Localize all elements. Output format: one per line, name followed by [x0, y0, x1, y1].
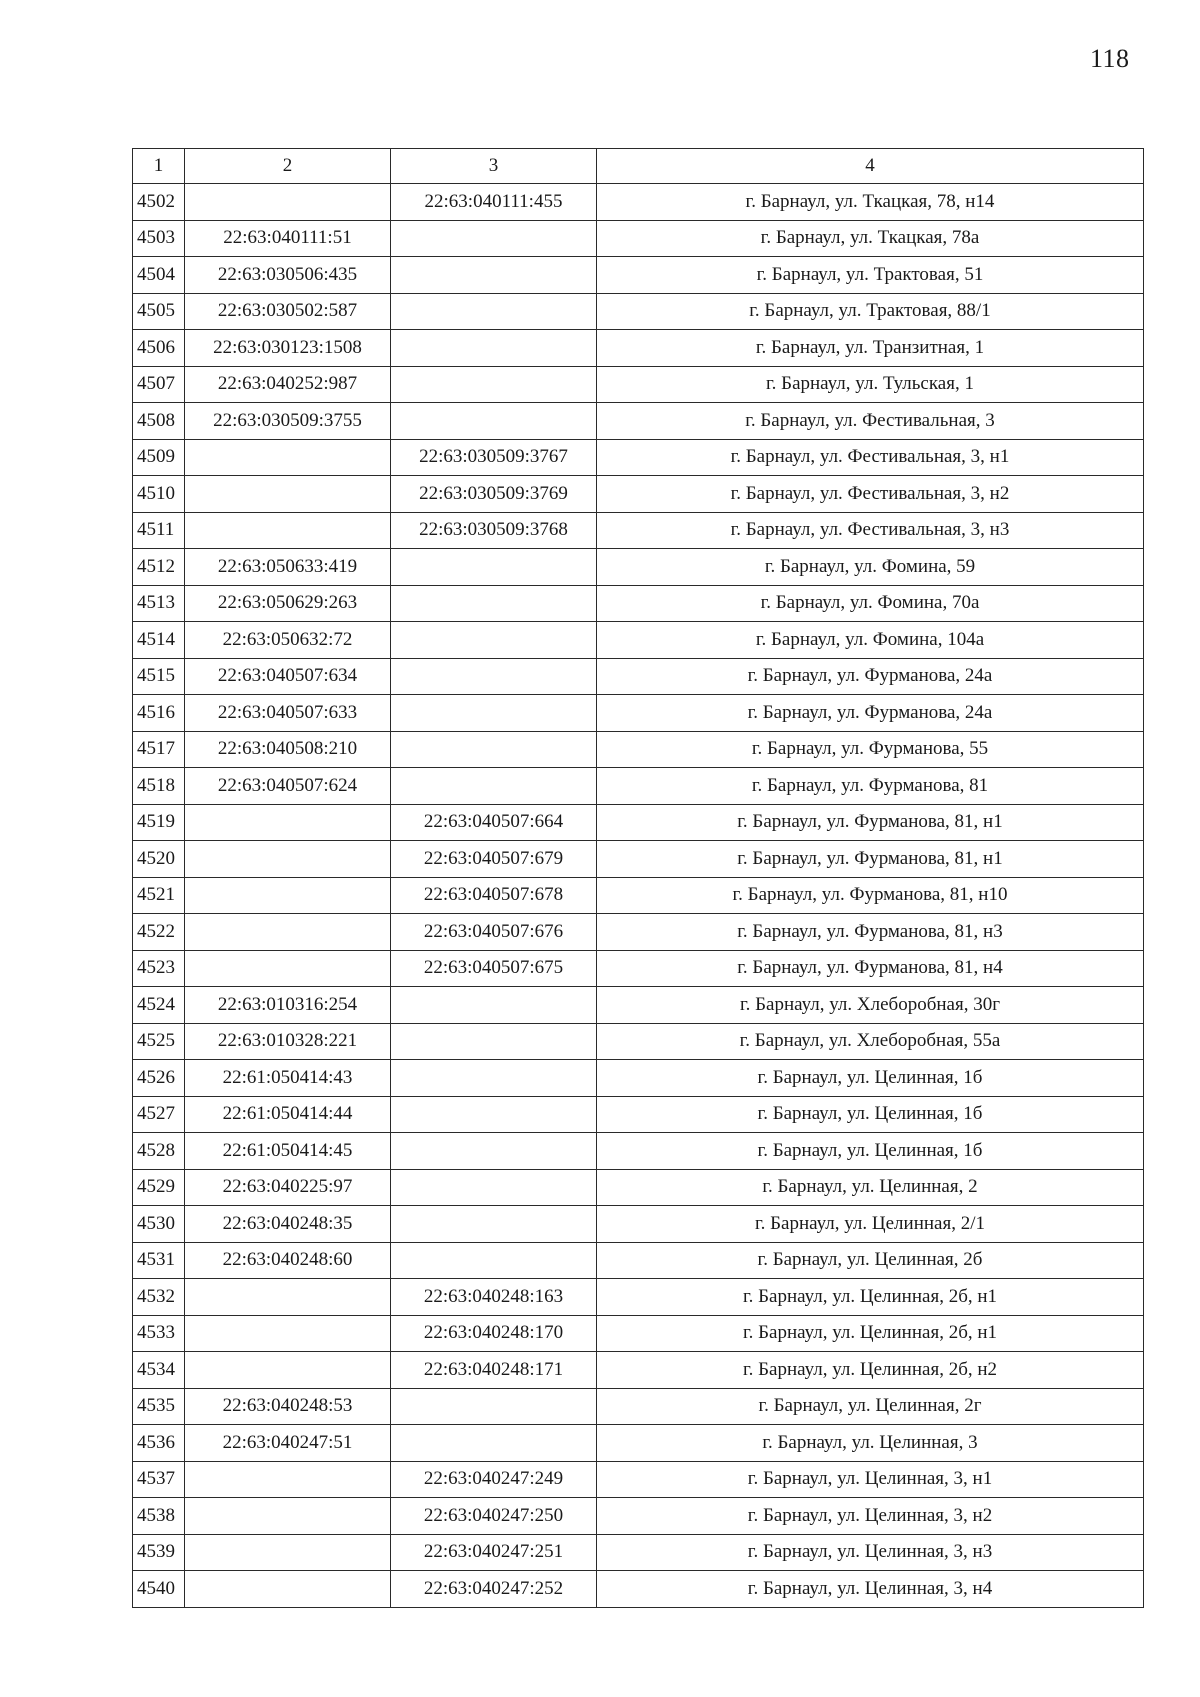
- address-cell: г. Барнаул, ул. Фурманова, 55: [597, 731, 1144, 768]
- cadastral-number-cell: [185, 950, 391, 987]
- address-cell: г. Барнаул, ул. Фурманова, 81: [597, 768, 1144, 805]
- row-number-cell: 4535: [133, 1388, 185, 1425]
- address-cell: г. Барнаул, ул. Фурманова, 81, н4: [597, 950, 1144, 987]
- address-cell: г. Барнаул, ул. Целинная, 2г: [597, 1388, 1144, 1425]
- address-cell: г. Барнаул, ул. Фомина, 70а: [597, 585, 1144, 622]
- table-row: [133, 220, 1144, 257]
- column-header-3: 3: [391, 149, 597, 184]
- premises-cadastral-cell: [391, 220, 597, 257]
- premises-cadastral-cell: [391, 293, 597, 330]
- table-row: [133, 658, 1144, 695]
- property-table: [132, 148, 1144, 1608]
- row-number-cell: 4507: [133, 366, 185, 403]
- cadastral-number-cell: [185, 1279, 391, 1316]
- table-row: [133, 1388, 1144, 1425]
- table-row: [133, 184, 1144, 221]
- row-number-cell: 4538: [133, 1498, 185, 1535]
- premises-cadastral-cell: [391, 549, 597, 586]
- row-number-cell: 4532: [133, 1279, 185, 1316]
- table-row: [133, 914, 1144, 951]
- cadastral-number-cell: [185, 914, 391, 951]
- premises-cadastral-cell: [391, 1388, 597, 1425]
- table-row: [133, 293, 1144, 330]
- address-cell: г. Барнаул, ул. Хлеборобная, 30г: [597, 987, 1144, 1024]
- address-cell: г. Барнаул, ул. Целинная, 3, н2: [597, 1498, 1144, 1535]
- address-cell: г. Барнаул, ул. Целинная, 3, н3: [597, 1534, 1144, 1571]
- cadastral-number-cell: [185, 439, 391, 476]
- premises-cadastral-cell: [391, 1169, 597, 1206]
- cadastral-number-cell: [185, 877, 391, 914]
- premises-cadastral-cell: [391, 1133, 597, 1170]
- table-row: [133, 1352, 1144, 1389]
- address-cell: г. Барнаул, ул. Целинная, 1б: [597, 1133, 1144, 1170]
- row-number-cell: 4505: [133, 293, 185, 330]
- premises-cadastral-cell: [391, 987, 597, 1024]
- table-row: [133, 1023, 1144, 1060]
- cadastral-number-cell: 22:63:040111:51: [185, 220, 391, 257]
- address-cell: г. Барнаул, ул. Фурманова, 81, н10: [597, 877, 1144, 914]
- premises-cadastral-cell: [391, 366, 597, 403]
- row-number-cell: 4519: [133, 804, 185, 841]
- table-row: [133, 585, 1144, 622]
- cadastral-number-cell: 22:63:050632:72: [185, 622, 391, 659]
- row-number-cell: 4533: [133, 1315, 185, 1352]
- cadastral-number-cell: 22:63:040247:51: [185, 1425, 391, 1462]
- table-row: [133, 1169, 1144, 1206]
- cadastral-number-cell: 22:63:040248:53: [185, 1388, 391, 1425]
- cadastral-number-cell: 22:63:040225:97: [185, 1169, 391, 1206]
- table-row: [133, 841, 1144, 878]
- address-cell: г. Барнаул, ул. Фурманова, 81, н3: [597, 914, 1144, 951]
- cadastral-number-cell: 22:63:040507:634: [185, 658, 391, 695]
- address-cell: г. Барнаул, ул. Целинная, 2: [597, 1169, 1144, 1206]
- premises-cadastral-cell: 22:63:030509:3767: [391, 439, 597, 476]
- column-header-4: 4: [597, 149, 1144, 184]
- premises-cadastral-cell: 22:63:040507:675: [391, 950, 597, 987]
- cadastral-number-cell: 22:63:010328:221: [185, 1023, 391, 1060]
- premises-cadastral-cell: 22:63:040507:676: [391, 914, 597, 951]
- address-cell: г. Барнаул, ул. Транзитная, 1: [597, 330, 1144, 367]
- row-number-cell: 4524: [133, 987, 185, 1024]
- cadastral-number-cell: 22:61:050414:44: [185, 1096, 391, 1133]
- row-number-cell: 4510: [133, 476, 185, 513]
- cadastral-number-cell: 22:63:010316:254: [185, 987, 391, 1024]
- table-row: [133, 1498, 1144, 1535]
- table-row: [133, 1133, 1144, 1170]
- address-cell: г. Барнаул, ул. Целинная, 1б: [597, 1096, 1144, 1133]
- premises-cadastral-cell: 22:63:040248:170: [391, 1315, 597, 1352]
- premises-cadastral-cell: 22:63:040247:249: [391, 1461, 597, 1498]
- premises-cadastral-cell: 22:63:040111:455: [391, 184, 597, 221]
- premises-cadastral-cell: [391, 585, 597, 622]
- row-number-cell: 4536: [133, 1425, 185, 1462]
- address-cell: г. Барнаул, ул. Целинная, 3: [597, 1425, 1144, 1462]
- premises-cadastral-cell: 22:63:040247:251: [391, 1534, 597, 1571]
- table-header-row: [133, 149, 1144, 184]
- cadastral-number-cell: [185, 1534, 391, 1571]
- address-cell: г. Барнаул, ул. Фурманова, 81, н1: [597, 804, 1144, 841]
- table-row: [133, 731, 1144, 768]
- premises-cadastral-cell: 22:63:040507:678: [391, 877, 597, 914]
- premises-cadastral-cell: [391, 1242, 597, 1279]
- row-number-cell: 4503: [133, 220, 185, 257]
- premises-cadastral-cell: [391, 731, 597, 768]
- table-row: [133, 987, 1144, 1024]
- address-cell: г. Барнаул, ул. Целинная, 2/1: [597, 1206, 1144, 1243]
- table-row: [133, 366, 1144, 403]
- premises-cadastral-cell: [391, 403, 597, 440]
- row-number-cell: 4502: [133, 184, 185, 221]
- table-row: [133, 1242, 1144, 1279]
- premises-cadastral-cell: 22:63:040248:171: [391, 1352, 597, 1389]
- row-number-cell: 4537: [133, 1461, 185, 1498]
- table-row: [133, 695, 1144, 732]
- cadastral-number-cell: [185, 1352, 391, 1389]
- cadastral-number-cell: [185, 1498, 391, 1535]
- row-number-cell: 4514: [133, 622, 185, 659]
- address-cell: г. Барнаул, ул. Ткацкая, 78, н14: [597, 184, 1144, 221]
- row-number-cell: 4520: [133, 841, 185, 878]
- address-cell: г. Барнаул, ул. Фомина, 104а: [597, 622, 1144, 659]
- cadastral-number-cell: 22:63:040507:624: [185, 768, 391, 805]
- row-number-cell: 4527: [133, 1096, 185, 1133]
- address-cell: г. Барнаул, ул. Фестивальная, 3: [597, 403, 1144, 440]
- address-cell: г. Барнаул, ул. Целинная, 2б, н1: [597, 1315, 1144, 1352]
- address-cell: г. Барнаул, ул. Фурманова, 24а: [597, 695, 1144, 732]
- cadastral-number-cell: [185, 1461, 391, 1498]
- address-cell: г. Барнаул, ул. Целинная, 2б: [597, 1242, 1144, 1279]
- row-number-cell: 4516: [133, 695, 185, 732]
- premises-cadastral-cell: [391, 658, 597, 695]
- cadastral-number-cell: 22:63:040508:210: [185, 731, 391, 768]
- cadastral-number-cell: [185, 1315, 391, 1352]
- address-cell: г. Барнаул, ул. Трактовая, 51: [597, 257, 1144, 294]
- row-number-cell: 4529: [133, 1169, 185, 1206]
- table-row: [133, 1534, 1144, 1571]
- cadastral-number-cell: 22:63:030123:1508: [185, 330, 391, 367]
- column-header-2: 2: [185, 149, 391, 184]
- cadastral-number-cell: [185, 841, 391, 878]
- row-number-cell: 4528: [133, 1133, 185, 1170]
- table-row: [133, 403, 1144, 440]
- address-cell: г. Барнаул, ул. Фомина, 59: [597, 549, 1144, 586]
- row-number-cell: 4508: [133, 403, 185, 440]
- address-cell: г. Барнаул, ул. Целинная, 2б, н2: [597, 1352, 1144, 1389]
- premises-cadastral-cell: 22:63:040247:252: [391, 1571, 597, 1608]
- address-cell: г. Барнаул, ул. Фурманова, 24а: [597, 658, 1144, 695]
- address-cell: г. Барнаул, ул. Фурманова, 81, н1: [597, 841, 1144, 878]
- table-row: [133, 1315, 1144, 1352]
- address-cell: г. Барнаул, ул. Ткацкая, 78а: [597, 220, 1144, 257]
- table-row: [133, 622, 1144, 659]
- page-number: 118: [1090, 44, 1130, 73]
- cadastral-number-cell: [185, 184, 391, 221]
- cadastral-number-cell: 22:61:050414:43: [185, 1060, 391, 1097]
- cadastral-number-cell: 22:63:040507:633: [185, 695, 391, 732]
- premises-cadastral-cell: 22:63:040507:679: [391, 841, 597, 878]
- column-header-1: 1: [133, 149, 185, 184]
- address-cell: г. Барнаул, ул. Целинная, 3, н1: [597, 1461, 1144, 1498]
- row-number-cell: 4523: [133, 950, 185, 987]
- cadastral-number-cell: 22:63:040248:60: [185, 1242, 391, 1279]
- table-row: [133, 950, 1144, 987]
- table-row: [133, 1279, 1144, 1316]
- premises-cadastral-cell: 22:63:040248:163: [391, 1279, 597, 1316]
- cadastral-number-cell: 22:61:050414:45: [185, 1133, 391, 1170]
- table-body: [133, 184, 1144, 1608]
- premises-cadastral-cell: [391, 1425, 597, 1462]
- row-number-cell: 4522: [133, 914, 185, 951]
- premises-cadastral-cell: 22:63:040507:664: [391, 804, 597, 841]
- table-row: [133, 1425, 1144, 1462]
- address-cell: г. Барнаул, ул. Целинная, 2б, н1: [597, 1279, 1144, 1316]
- table-row: [133, 1206, 1144, 1243]
- table-row: [133, 1461, 1144, 1498]
- premises-cadastral-cell: [391, 622, 597, 659]
- cadastral-number-cell: 22:63:050629:263: [185, 585, 391, 622]
- row-number-cell: 4518: [133, 768, 185, 805]
- cadastral-number-cell: 22:63:040252:987: [185, 366, 391, 403]
- address-cell: г. Барнаул, ул. Фестивальная, 3, н2: [597, 476, 1144, 513]
- address-cell: г. Барнаул, ул. Фестивальная, 3, н1: [597, 439, 1144, 476]
- table-row: [133, 804, 1144, 841]
- premises-cadastral-cell: [391, 330, 597, 367]
- cadastral-number-cell: 22:63:050633:419: [185, 549, 391, 586]
- row-number-cell: 4521: [133, 877, 185, 914]
- cadastral-number-cell: 22:63:030506:435: [185, 257, 391, 294]
- table-row: [133, 877, 1144, 914]
- cadastral-number-cell: [185, 1571, 391, 1608]
- premises-cadastral-cell: [391, 1060, 597, 1097]
- cadastral-number-cell: 22:63:030502:587: [185, 293, 391, 330]
- row-number-cell: 4531: [133, 1242, 185, 1279]
- row-number-cell: 4504: [133, 257, 185, 294]
- table-row: [133, 476, 1144, 513]
- table-row: [133, 330, 1144, 367]
- table-row: [133, 1571, 1144, 1608]
- row-number-cell: 4506: [133, 330, 185, 367]
- row-number-cell: 4534: [133, 1352, 185, 1389]
- address-cell: г. Барнаул, ул. Целинная, 3, н4: [597, 1571, 1144, 1608]
- row-number-cell: 4540: [133, 1571, 185, 1608]
- table-row: [133, 549, 1144, 586]
- table-row: [133, 768, 1144, 805]
- row-number-cell: 4513: [133, 585, 185, 622]
- row-number-cell: 4517: [133, 731, 185, 768]
- premises-cadastral-cell: [391, 768, 597, 805]
- premises-cadastral-cell: [391, 1206, 597, 1243]
- row-number-cell: 4515: [133, 658, 185, 695]
- premises-cadastral-cell: 22:63:030509:3768: [391, 512, 597, 549]
- row-number-cell: 4530: [133, 1206, 185, 1243]
- table-row: [133, 439, 1144, 476]
- row-number-cell: 4539: [133, 1534, 185, 1571]
- cadastral-number-cell: 22:63:030509:3755: [185, 403, 391, 440]
- address-cell: г. Барнаул, ул. Хлеборобная, 55а: [597, 1023, 1144, 1060]
- address-cell: г. Барнаул, ул. Трактовая, 88/1: [597, 293, 1144, 330]
- row-number-cell: 4525: [133, 1023, 185, 1060]
- table-row: [133, 257, 1144, 294]
- cadastral-number-cell: 22:63:040248:35: [185, 1206, 391, 1243]
- premises-cadastral-cell: [391, 257, 597, 294]
- row-number-cell: 4526: [133, 1060, 185, 1097]
- premises-cadastral-cell: 22:63:040247:250: [391, 1498, 597, 1535]
- table-row: [133, 1096, 1144, 1133]
- premises-cadastral-cell: [391, 1023, 597, 1060]
- table-row: [133, 1060, 1144, 1097]
- cadastral-number-cell: [185, 476, 391, 513]
- address-cell: г. Барнаул, ул. Целинная, 1б: [597, 1060, 1144, 1097]
- premises-cadastral-cell: [391, 1096, 597, 1133]
- cadastral-number-cell: [185, 512, 391, 549]
- address-cell: г. Барнаул, ул. Тульская, 1: [597, 366, 1144, 403]
- premises-cadastral-cell: 22:63:030509:3769: [391, 476, 597, 513]
- cadastral-number-cell: [185, 804, 391, 841]
- row-number-cell: 4511: [133, 512, 185, 549]
- premises-cadastral-cell: [391, 695, 597, 732]
- row-number-cell: 4509: [133, 439, 185, 476]
- address-cell: г. Барнаул, ул. Фестивальная, 3, н3: [597, 512, 1144, 549]
- table-row: [133, 512, 1144, 549]
- row-number-cell: 4512: [133, 549, 185, 586]
